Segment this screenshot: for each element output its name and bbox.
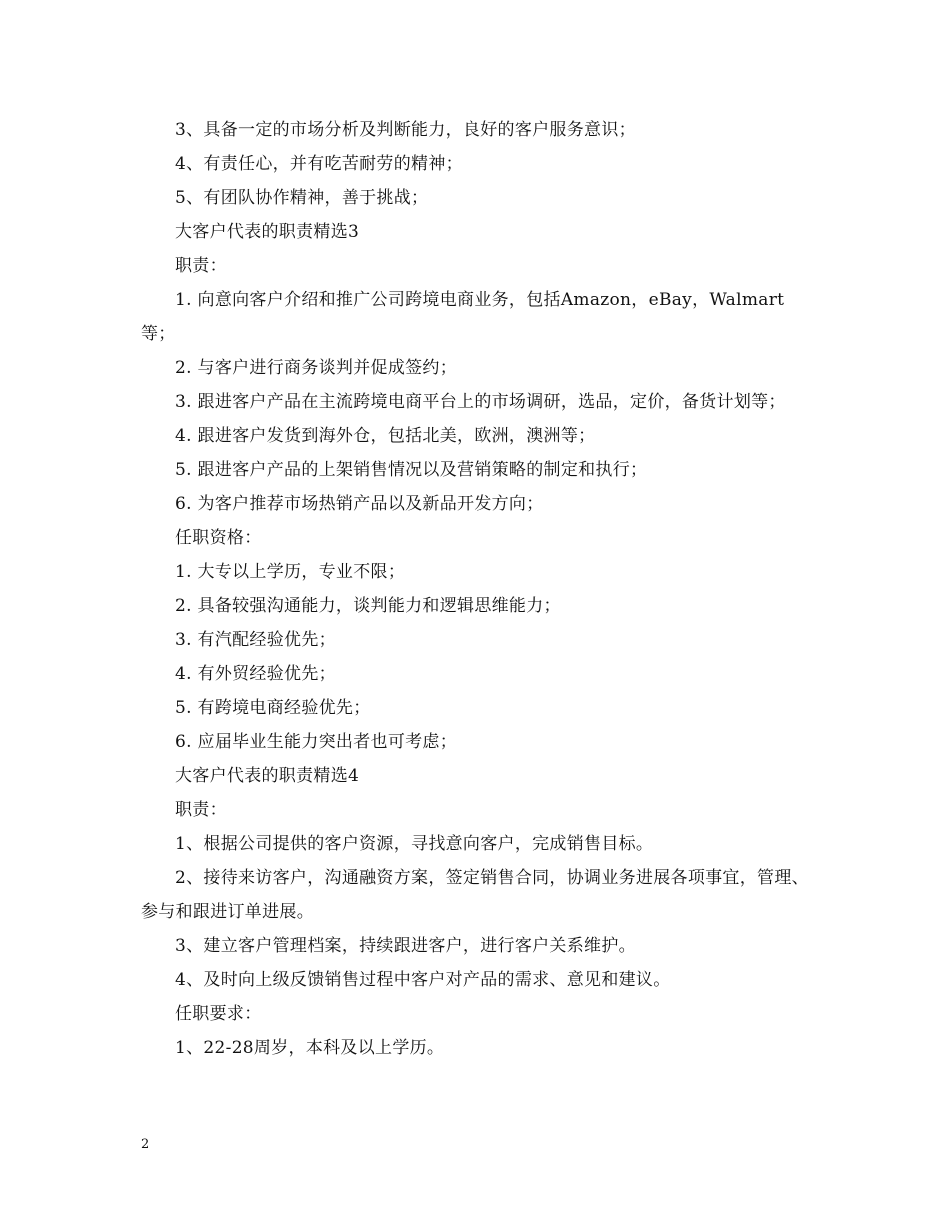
paragraph: 5. 跟进客户产品的上架销售情况以及营销策略的制定和执行； — [175, 460, 648, 480]
section-heading: 大客户代表的职责精选4 — [175, 766, 360, 786]
paragraph: 5. 有跨境电商经验优先； — [175, 698, 371, 718]
paragraph: 1. 向意向客户介绍和推广公司跨境电商业务，包括Amazon，eBay，Walmart等； — [141, 290, 785, 344]
paragraph: 3、具备一定的市场分析及判断能力，良好的客户服务意识； — [175, 120, 636, 140]
paragraph: 2. 与客户进行商务谈判并促成签约； — [175, 358, 458, 378]
paragraph: 4、有责任心，并有吃苦耐劳的精神； — [175, 154, 463, 174]
paragraph: 4. 跟进客户发货到海外仓，包括北美，欧洲，澳洲等； — [175, 426, 596, 446]
paragraph: 4. 有外贸经验优先； — [175, 664, 336, 684]
paragraph: 6. 为客户推荐市场热销产品以及新品开发方向； — [175, 494, 544, 514]
paragraph: 1、22-28周岁，本科及以上学历。 — [175, 1038, 445, 1058]
paragraph: 5、有团队协作精神，善于挑战； — [175, 188, 429, 208]
paragraph: 1. 大专以上学历，专业不限； — [175, 562, 406, 582]
paragraph: 3. 有汽配经验优先； — [175, 630, 336, 650]
paragraph: 2、接待来访客户，沟通融资方案，签定销售合同，协调业务进展各项事宜，管理、参与和跟进订单进展。 — [141, 868, 809, 922]
subsection-label: 职责： — [175, 256, 227, 276]
paragraph: 2. 具备较强沟通能力，谈判能力和逻辑思维能力； — [175, 596, 561, 616]
paragraph: 4、及时向上级反馈销售过程中客户对产品的需求、意见和建议。 — [175, 970, 671, 990]
subsection-label: 职责： — [175, 800, 227, 820]
paragraph: 3. 跟进客户产品在主流跨境电商平台上的市场调研，选品，定价，备货计划等； — [175, 392, 786, 412]
paragraph: 6. 应届毕业生能力突出者也可考虑； — [175, 732, 458, 752]
paragraph: 3、建立客户管理档案，持续跟进客户，进行客户关系维护。 — [175, 936, 636, 956]
subsection-label: 任职要求： — [175, 1004, 262, 1024]
section-heading: 大客户代表的职责精选3 — [175, 222, 360, 242]
page-number: 2 — [141, 1137, 150, 1152]
document-body — [141, 113, 813, 1065]
paragraph: 1、根据公司提供的客户资源，寻找意向客户，完成销售目标。 — [175, 834, 654, 854]
subsection-label: 任职资格： — [175, 528, 262, 548]
